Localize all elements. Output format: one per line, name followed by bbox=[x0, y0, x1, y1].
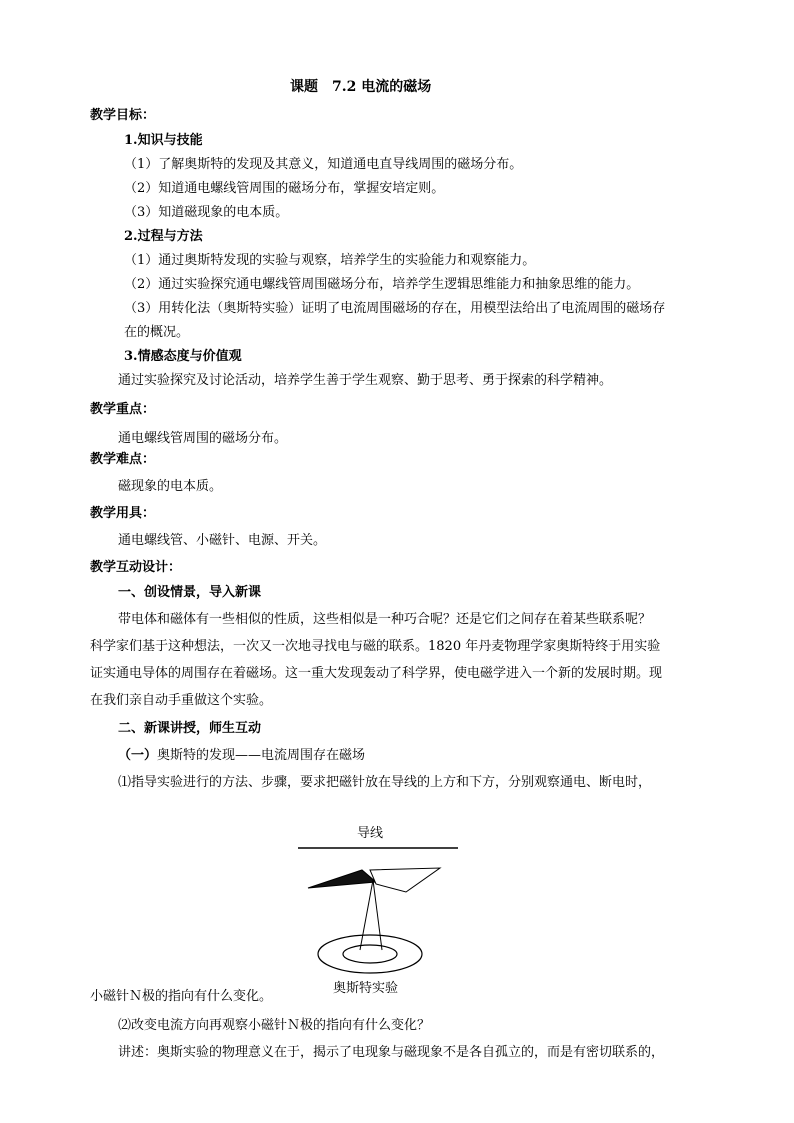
goals-s2-item: （1）通过奥斯特发现的实验与观察，培养学生的实验能力和观察能力。 bbox=[124, 253, 536, 268]
oersted-experiment-figure bbox=[290, 840, 465, 980]
goals-heading: 教学目标： bbox=[90, 108, 156, 123]
goals-s3-heading: 3.情感态度与价值观 bbox=[124, 349, 242, 364]
part1-heading: 一、创设情景，导入新课 bbox=[118, 585, 262, 600]
goals-s2-heading: 2.过程与方法 bbox=[124, 229, 203, 244]
step1-line2: 小磁针Ｎ极的指向有什么变化。 bbox=[90, 989, 273, 1004]
key-point-text: 通电螺线管周围的磁场分布。 bbox=[118, 431, 288, 446]
difficulty-text: 磁现象的电本质。 bbox=[118, 479, 223, 494]
stand-line bbox=[360, 880, 373, 950]
base-inner-ring bbox=[343, 945, 397, 963]
key-point-heading: 教学重点： bbox=[90, 402, 156, 417]
part1-line: 带电体和磁体有一些相似的性质，这些相似是一种巧合呢？还是它们之间存在着某些联系呢？ bbox=[118, 612, 652, 627]
figure-wire-label: 导线 bbox=[357, 826, 384, 841]
part2-sub1-text: 奥斯特的发现——电流周围存在磁场 bbox=[157, 748, 366, 763]
part1-line: 科学家们基于这种想法，一次又一次地寻找电与磁的联系。1820 年丹麦物理学家奥斯特终于用实验 bbox=[90, 639, 661, 654]
stand-line bbox=[373, 880, 382, 950]
goals-s1-item: （1）了解奥斯特的发现及其意义，知道通电直导线周围的磁场分布。 bbox=[124, 157, 523, 172]
goals-s2-item: （2）通过实验探究通电螺线管周围磁场分布，培养学生逻辑思维能力和抽象思维的能力。 bbox=[124, 277, 640, 292]
needle-dark-half bbox=[308, 870, 376, 888]
goals-s1-heading: 1.知识与技能 bbox=[124, 133, 203, 148]
step1-line1: ⑴指导实验进行的方法、步骤，要求把磁针放在导线的上方和下方，分别观察通电、断电时， bbox=[118, 775, 652, 790]
part1-line: 证实通电导体的周围存在着磁场。这一重大发现轰动了科学界，使电磁学进入一个新的发展时期。现 bbox=[90, 666, 663, 681]
goals-s1-item: （2）知道通电螺线管周围的磁场分布，掌握安培定则。 bbox=[124, 181, 445, 196]
part2-sub1-number: （一） bbox=[118, 748, 158, 763]
part2-sub1 bbox=[118, 748, 365, 764]
figure-caption: 奥斯特实验 bbox=[333, 981, 399, 996]
step2-text: ⑵改变电流方向再观察小磁针Ｎ极的指向有什么变化？ bbox=[118, 1018, 431, 1033]
base-outer-ring bbox=[318, 935, 422, 973]
goals-s1-item: （3）知道磁现象的电本质。 bbox=[124, 205, 289, 220]
design-heading: 教学互动设计： bbox=[90, 560, 182, 575]
page-title: 课题 7.2 电流的磁场 bbox=[290, 79, 432, 95]
goals-s2-item: 在的概况。 bbox=[124, 325, 190, 340]
goals-s3-text: 通过实验探究及讨论活动，培养学生善于学生观察、勤于思考、勇于探索的科学精神。 bbox=[118, 373, 613, 388]
tools-text: 通电螺线管、小磁针、电源、开关。 bbox=[118, 533, 327, 548]
part1-line: 在我们亲自动手重做这个实验。 bbox=[90, 693, 273, 708]
needle-light-half bbox=[370, 868, 440, 892]
difficulty-heading: 教学难点： bbox=[90, 452, 156, 467]
tools-heading: 教学用具： bbox=[90, 506, 156, 521]
part2-heading: 二、新课讲授，师生互动 bbox=[118, 721, 262, 736]
explain-text: 讲述：奥斯实验的物理意义在于，揭示了电现象与磁现象不是各自孤立的，而是有密切联系的， bbox=[118, 1045, 665, 1060]
goals-s2-item: （3）用转化法（奥斯特实验）证明了电流周围磁场的存在，用模型法给出了电流周围的磁场存 bbox=[124, 301, 666, 316]
